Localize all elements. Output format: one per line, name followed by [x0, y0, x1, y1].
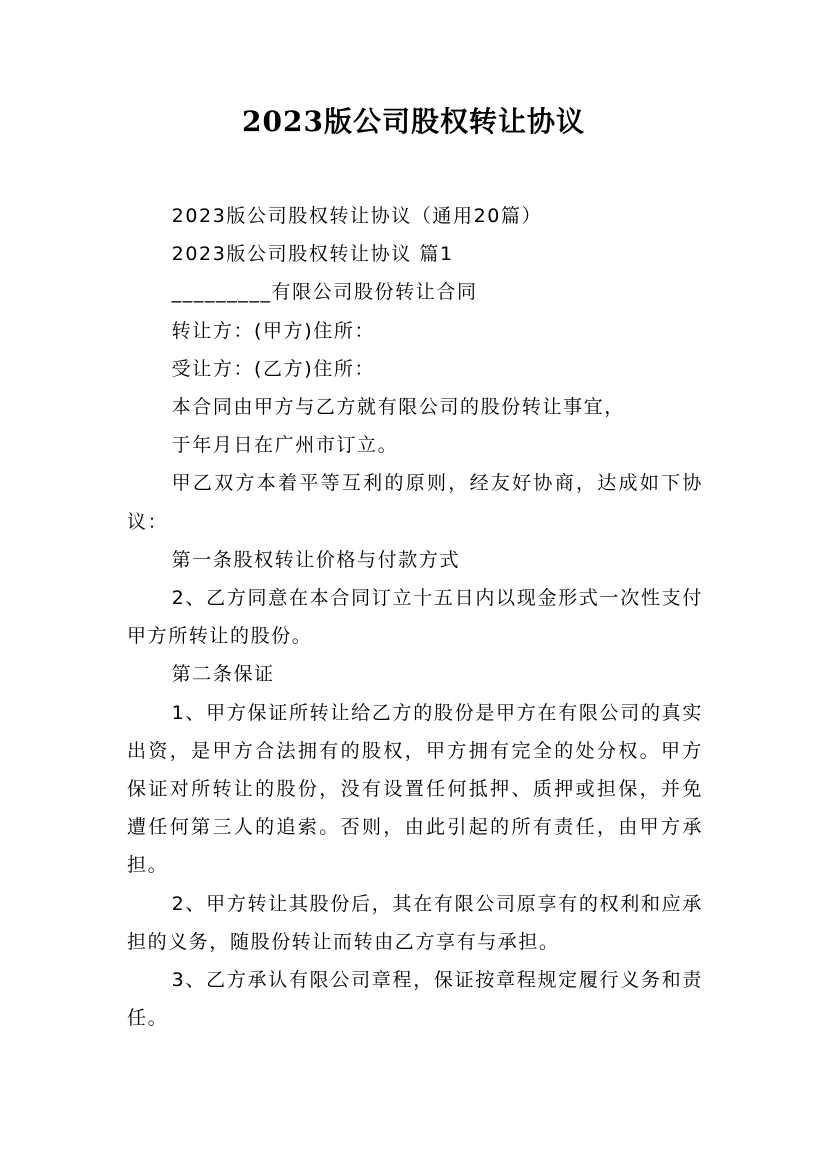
paragraph-signing-place: 于年月日在广州市订立。	[171, 434, 399, 457]
paragraph-article-2-heading: 第二条保证	[171, 663, 275, 686]
paragraph-collection-title: 2023版公司股权转让协议（通用20篇）	[171, 205, 543, 227]
paragraph-transferor: 转让方：(甲方)住所：	[171, 319, 376, 342]
paragraph-warranty-2: 2、甲方转让其股份后，其在有限公司原享有的权利和应承担的义务，随股份转让而转由乙方享有与承担。	[127, 892, 703, 953]
paragraph-transferee: 受让方：(乙方)住所：	[171, 357, 376, 380]
document-body	[127, 197, 703, 1037]
paragraph-chapter-heading: 2023版公司股权转让协议 篇1	[171, 243, 454, 266]
paragraph-warranty-3: 3、乙方承认有限公司章程，保证按章程规定履行义务和责任。	[127, 969, 703, 1030]
paragraph-agreement: 甲乙双方本着平等互利的原则，经友好协商，达成如下协议：	[127, 472, 703, 533]
document-title: 2023版公司股权转让协议	[242, 105, 585, 138]
paragraph-payment-clause: 2、乙方同意在本合同订立十五日内以现金形式一次性支付甲方所转让的股份。	[127, 587, 703, 648]
paragraph-warranty-1: 1、甲方保证所转让给乙方的股份是甲方在有限公司的真实出资，是甲方合法拥有的股权，甲方拥有完全的处分权。甲方保证对所转让的股份，没有设置任何抵押、质押或担保，并免遭任何第三人的追索。否则，由此引起的所有责任，由甲方承担。	[127, 701, 703, 877]
paragraph-contract-name: _________有限公司股份转让合同	[171, 281, 478, 304]
paragraph-article-1-heading: 第一条股权转让价格与付款方式	[171, 548, 461, 571]
paragraph-intro: 本合同由甲方与乙方就有限公司的股份转让事宜，	[171, 396, 625, 419]
